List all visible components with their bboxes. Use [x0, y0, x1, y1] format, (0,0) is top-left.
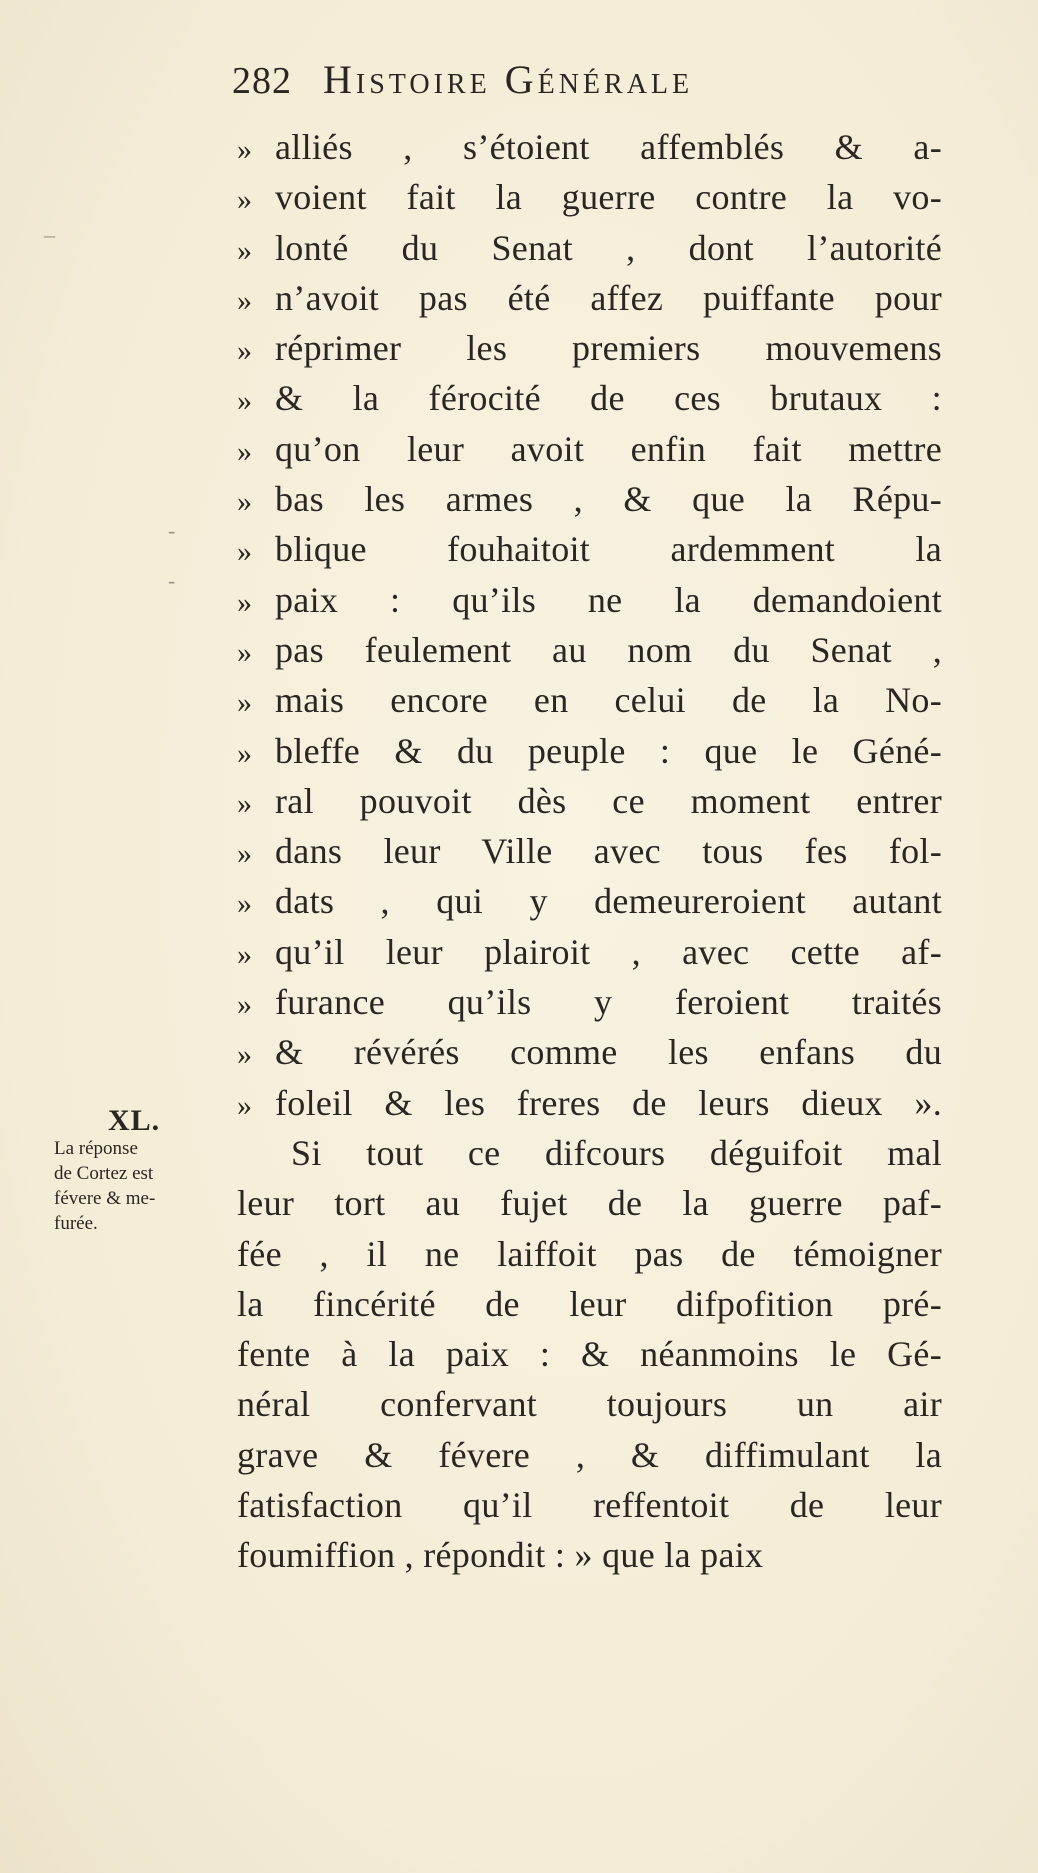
- text-line: [237, 826, 942, 876]
- body-text: [237, 122, 942, 1581]
- running-title: Histoire Générale: [323, 57, 694, 102]
- quotation-mark: »: [237, 988, 253, 1022]
- text-line: [237, 273, 942, 323]
- quotation-mark: »: [237, 133, 253, 166]
- text-line: [237, 977, 942, 1027]
- line-text: bas les armes , & que la Répu-: [275, 479, 942, 520]
- line-text: alliés , s’étoient affemblés & a-: [275, 127, 942, 167]
- quotation-mark: »: [237, 887, 253, 921]
- margin-note-line: de Cortez est: [54, 1163, 154, 1184]
- text-line: [237, 1128, 942, 1178]
- quotation-mark: »: [237, 233, 253, 267]
- line-text: foumiffion , répondit : » que la paix: [237, 1535, 764, 1576]
- quotation-mark: »: [237, 1088, 253, 1122]
- line-text: voient fait la guerre contre la vo-: [275, 177, 942, 218]
- margin-dash-mark: -: [168, 518, 176, 543]
- margin-dash-mark: –: [44, 222, 55, 247]
- line-text: foleil & les freres de leurs dieux ».: [275, 1082, 942, 1123]
- text-line: [237, 373, 942, 423]
- quotation-mark: »: [237, 1038, 253, 1072]
- quotation-mark: »: [237, 183, 253, 217]
- line-text: fente à la paix : & néanmoins le Gé-: [237, 1334, 942, 1375]
- line-text: paix : qu’ils ne la demandoient: [275, 579, 942, 620]
- line-text: & la férocité de ces brutaux :: [275, 378, 942, 419]
- line-text: n’avoit pas été affez puiffante pour: [275, 277, 942, 318]
- line-text: ral pouvoit dès ce moment entrer: [275, 780, 942, 821]
- text-line: [237, 424, 942, 474]
- text-line: [237, 575, 942, 625]
- line-text: néral confervant toujours un air: [237, 1384, 942, 1425]
- line-text: blique fouhaitoit ardemment la: [275, 529, 942, 570]
- margin-note-line: La réponse: [54, 1138, 138, 1159]
- quotation-mark: »: [237, 686, 253, 720]
- text-line: [237, 927, 942, 977]
- quotation-mark: »: [237, 937, 253, 971]
- quotation-mark: »: [237, 283, 253, 317]
- quotation-mark: »: [237, 384, 253, 418]
- line-text: lonté du Senat , dont l’autorité: [275, 227, 942, 268]
- line-text: fatisfaction qu’il reffentoit de leur: [237, 1485, 942, 1526]
- line-text: dans leur Ville avec tous fes fol-: [275, 831, 942, 872]
- line-text: qu’on leur avoit enfin fait mettre: [275, 428, 942, 469]
- line-text: qu’il leur plairoit , avec cette af-: [275, 931, 942, 972]
- quotation-mark: »: [237, 585, 253, 619]
- line-text: furance qu’ils y feroient traités: [275, 982, 942, 1023]
- line-text: Si tout ce difcours déguifoit mal: [291, 1132, 942, 1173]
- text-line: [237, 1027, 942, 1077]
- text-line: [237, 776, 942, 826]
- running-header: [232, 56, 922, 110]
- page-number: 282: [232, 60, 292, 102]
- margin-dash-mark: -: [168, 568, 176, 593]
- text-line: [237, 1530, 942, 1580]
- margin-note: [54, 1136, 224, 1236]
- text-line: [237, 223, 942, 273]
- line-text: leur tort au fujet de la guerre paf-: [237, 1183, 942, 1224]
- quotation-mark: »: [237, 485, 253, 519]
- text-line: [237, 1379, 942, 1429]
- text-line: [237, 1178, 942, 1228]
- line-text: la fincérité de leur difpofition pré-: [237, 1283, 942, 1324]
- line-text: grave & févere , & diffimulant la: [237, 1434, 942, 1475]
- text-line: [237, 122, 942, 172]
- text-line: [237, 1430, 942, 1480]
- line-text: pas feulement au nom du Senat ,: [275, 629, 942, 670]
- text-line: [237, 474, 942, 524]
- line-text: bleffe & du peuple : que le Géné-: [275, 730, 942, 771]
- quotation-mark: »: [237, 786, 253, 820]
- quotation-mark: »: [237, 837, 253, 871]
- line-text: dats , qui y demeureroient autant: [275, 881, 942, 922]
- text-line: [237, 1229, 942, 1279]
- quotation-mark: »: [237, 535, 253, 569]
- line-text: & révérés comme les enfans du: [275, 1032, 942, 1073]
- quotation-mark: »: [237, 334, 253, 368]
- text-line: [237, 726, 942, 776]
- text-line: [237, 323, 942, 373]
- text-line: [237, 524, 942, 574]
- line-text: réprimer les premiers mouvemens: [275, 328, 942, 369]
- line-text: fée , il ne laiffoit pas de témoigner: [237, 1233, 942, 1274]
- margin-note-line: févere & me-: [54, 1188, 156, 1209]
- quotation-mark: »: [237, 635, 253, 669]
- text-line: [237, 1279, 942, 1329]
- margin-note-line: furée.: [54, 1213, 98, 1234]
- quotation-mark: »: [237, 736, 253, 770]
- text-line: [237, 1480, 942, 1530]
- text-line: [237, 675, 942, 725]
- text-line: [237, 876, 942, 926]
- line-text: mais encore en celui de la No-: [275, 680, 942, 721]
- text-line: [237, 172, 942, 222]
- text-line: [237, 1329, 942, 1379]
- text-line: [237, 625, 942, 675]
- text-line: [237, 1078, 942, 1128]
- quotation-mark: »: [237, 434, 253, 468]
- section-number: XL.: [108, 1104, 161, 1137]
